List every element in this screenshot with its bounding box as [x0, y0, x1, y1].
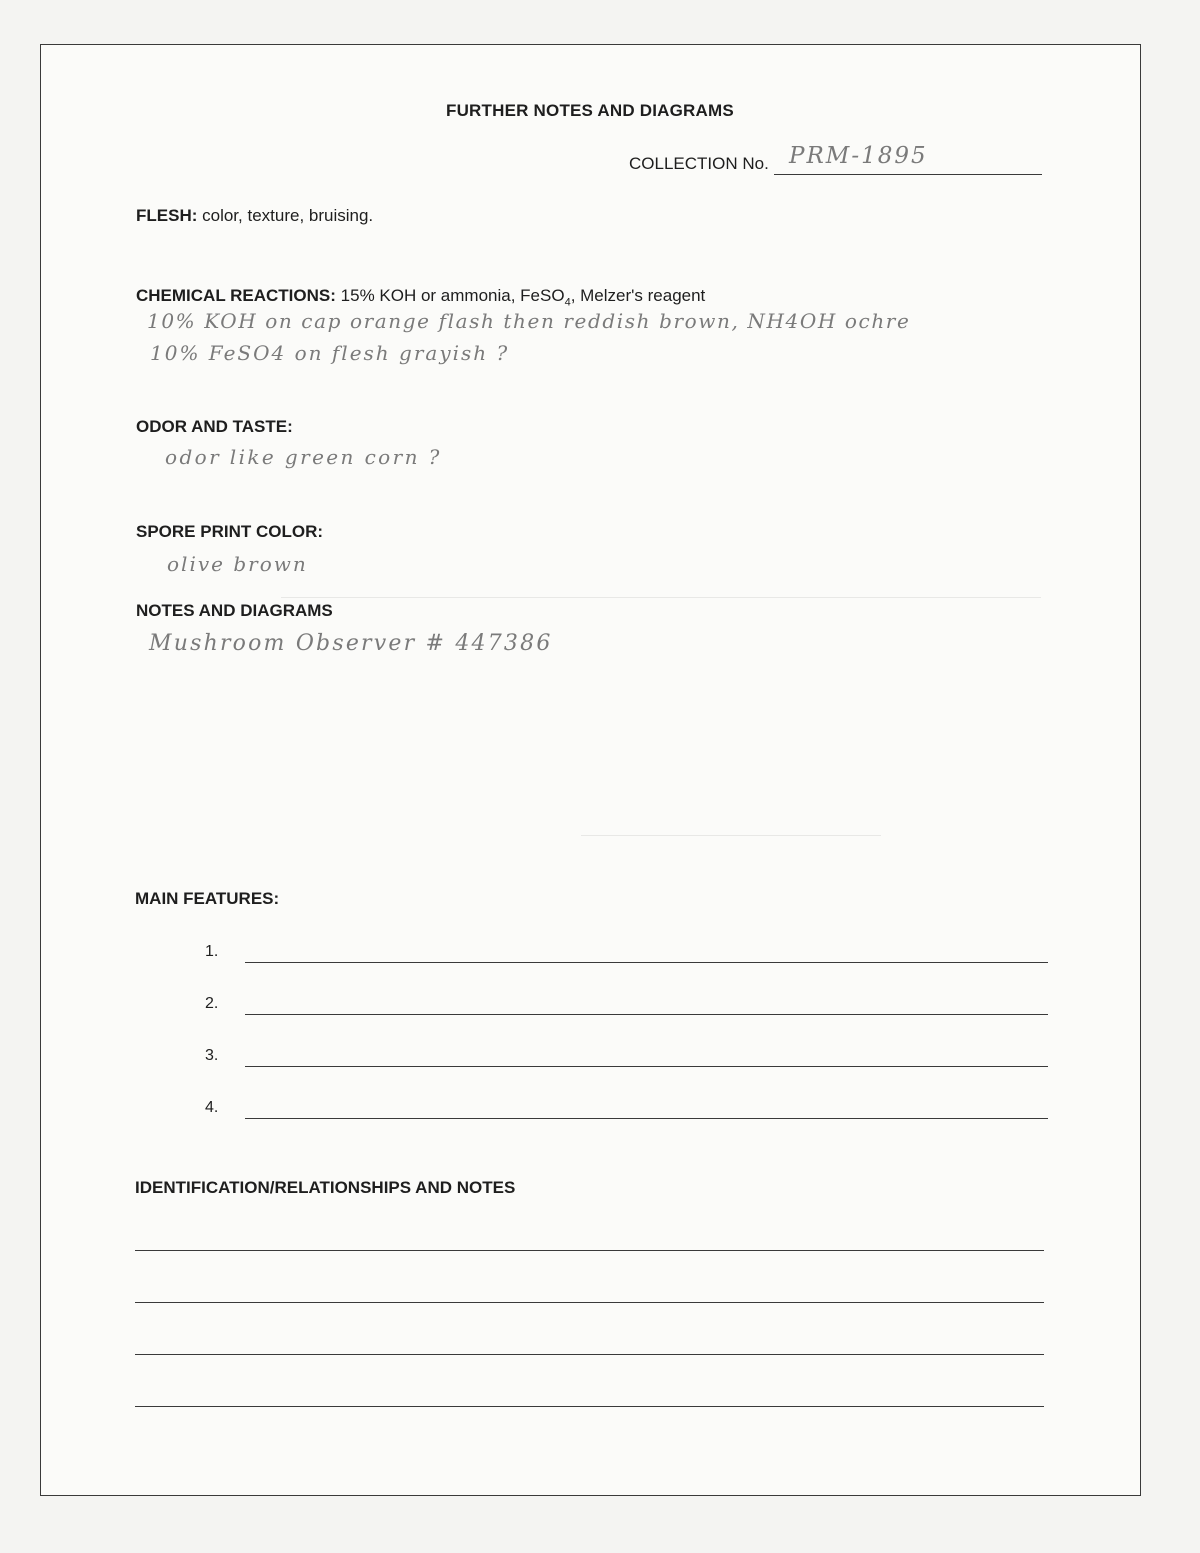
main-feature-line[interactable]	[245, 1066, 1048, 1067]
main-feature-line[interactable]	[245, 962, 1048, 963]
chemical-heading: CHEMICAL REACTIONS:	[136, 286, 336, 305]
spore-print-value[interactable]: olive brown	[167, 552, 308, 576]
chemical-hint	[340, 286, 706, 309]
collection-number-line	[774, 174, 1042, 175]
bleed-through-line	[281, 597, 1041, 598]
main-feature-number: 2.	[205, 995, 219, 1012]
chemical-reactions-label	[136, 286, 705, 308]
notes-diagrams-value[interactable]: Mushroom Observer # 447386	[149, 631, 553, 656]
chemical-hint-prefix: 15% KOH or ammonia, FeSO	[340, 286, 565, 305]
collection-number-value[interactable]: PRM-1895	[789, 143, 928, 169]
flesh-heading: FLESH:	[136, 206, 198, 225]
main-features-label: MAIN FEATURES:	[135, 889, 280, 908]
main-feature-number: 1.	[205, 943, 219, 960]
main-feature-number: 3.	[205, 1047, 219, 1064]
flesh-hint: color, texture, bruising.	[202, 206, 374, 225]
identification-line[interactable]	[135, 1354, 1044, 1355]
main-feature-line[interactable]	[245, 1118, 1048, 1119]
main-feature-number: 4.	[205, 1099, 219, 1116]
main-feature-line[interactable]	[245, 1014, 1048, 1015]
collection-number-label: COLLECTION No.	[629, 154, 769, 173]
chemical-reactions-line-2[interactable]: 10% FeSO4 on flesh grayish ?	[150, 341, 510, 365]
identification-line[interactable]	[135, 1406, 1044, 1407]
form-sheet	[40, 44, 1141, 1496]
bleed-through-line	[581, 835, 881, 836]
odor-taste-label: ODOR AND TASTE:	[136, 417, 293, 436]
odor-taste-value[interactable]: odor like green corn ?	[165, 445, 442, 469]
spore-print-label: SPORE PRINT COLOR:	[136, 522, 324, 541]
identification-line[interactable]	[135, 1250, 1044, 1251]
chemical-hint-suffix: , Melzer's reagent	[570, 286, 706, 305]
form-title: FURTHER NOTES AND DIAGRAMS	[446, 101, 734, 120]
chemical-reactions-line-1[interactable]: 10% KOH on cap orange flash then reddish brown, NH4OH ochre	[147, 309, 911, 333]
chemical-hint-subscript: 4	[564, 296, 571, 309]
flesh-label	[136, 206, 373, 226]
identification-line[interactable]	[135, 1302, 1044, 1303]
identification-label: IDENTIFICATION/RELATIONSHIPS AND NOTES	[135, 1178, 516, 1197]
notes-diagrams-label: NOTES AND DIAGRAMS	[136, 601, 333, 620]
